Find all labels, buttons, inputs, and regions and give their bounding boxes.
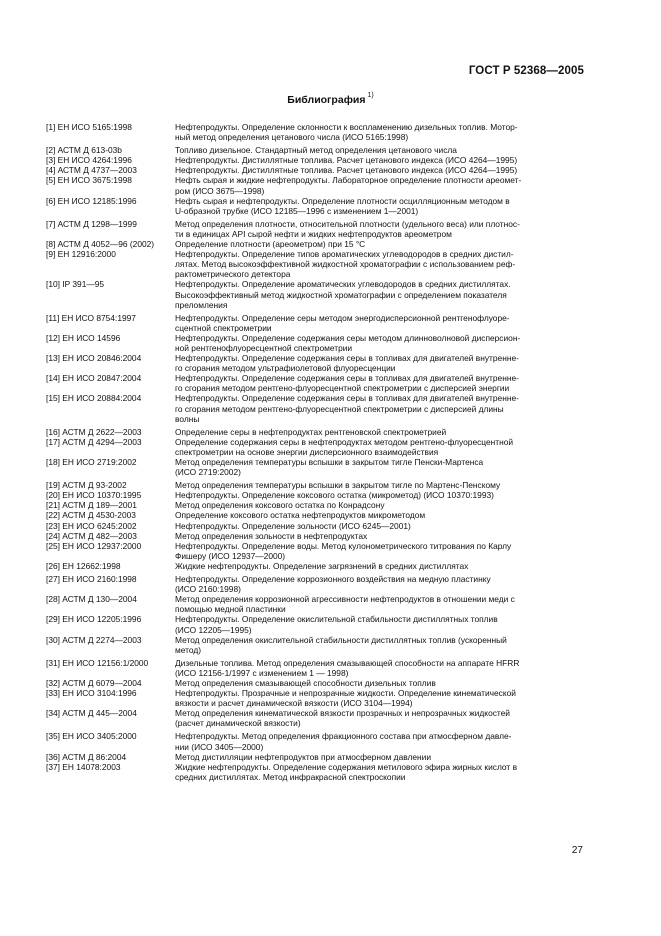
reference-id: [18] ЕН ИСО 2719:2002 — [46, 457, 137, 467]
reference-description: Нефтепродукты. Определение содержания серы в топливах для двигателей внутренне- го сгорания методом рентгено-флуоресцентной спектрометрии с дисперсией длины волны — [175, 393, 519, 424]
reference-id: [11] ЕН ИСО 8754:1997 — [46, 312, 136, 323]
bibliography-entry — [46, 731, 584, 751]
reference-id: [27] ЕН ИСО 2160:1998 — [46, 574, 137, 585]
title-text: Библиография — [287, 94, 366, 106]
title-footnote-mark: 1) — [367, 92, 374, 99]
reference-description: Нефть сырая и нефтепродукты. Определение плотности осцилляционным методом в U-образной трубке (ИСО 12185—1996 с изменением 1—2001) — [175, 195, 510, 216]
reference-description: Топливо дизельное. Стандартный метод определения цетанового числа — [175, 145, 457, 156]
reference-id: [3] ЕН ИСО 4264:1996 — [46, 155, 132, 166]
reference-id: [17] АСТМ Д 4294—2003 — [46, 436, 142, 447]
bibliography-entry — [46, 249, 584, 279]
bibliography-entry — [46, 678, 584, 688]
bibliography-entry — [46, 541, 584, 561]
reference-id: [7] АСТМ Д 1298—1999 — [46, 218, 137, 229]
reference-description: Определение содержания серы в нефтепродуктах методом рентгено-флуоресцентной спектрометрии на основе энергии дисперсионного взаимодействия — [175, 436, 514, 457]
bibliography-entry — [46, 175, 584, 195]
reference-description: Нефтепродукты. Определение склонности к воспламенению дизельных топлив. Мотор- ный метод определения цетанового числа (ИСО 5165:1998) — [175, 122, 518, 143]
bibliography-entry — [46, 196, 584, 216]
reference-description: Нефть сырая и жидкие нефтепродукты. Лабораторное определение плотности ареомет- ром (ИСО 3675—1998) — [175, 175, 522, 196]
bibliography-entry — [46, 219, 584, 239]
bibliography-entry — [46, 427, 584, 437]
bibliography-entry — [46, 155, 584, 165]
reference-description: Нефтепродукты. Метод определения фракционного состава при атмосферном давле- нии (ИСО 3405—2000) — [175, 731, 512, 752]
reference-id: [16] АСТМ Д 2622—2003 — [46, 426, 142, 437]
reference-id: [4] АСТМ Д 4737—2003 — [46, 165, 137, 176]
reference-id: [19] АСТМ Д 93-2002 — [46, 480, 127, 491]
reference-description: Метод определения смазывающей способности дизельных топлив — [175, 677, 436, 688]
reference-description: Нефтепродукты. Прозрачные и непрозрачные жидкости. Определение кинематической вязкости и расчет динамической вязкости (ИСО 3104—1994) — [175, 688, 516, 709]
reference-id: [12] ЕН ИСО 14596 — [46, 332, 121, 343]
reference-id: [33] ЕН ИСО 3104:1996 — [46, 688, 137, 699]
reference-description: Жидкие нефтепродукты. Определение содержания метилового эфира жирных кислот в средних дистиллятах. Метод инфракрасной спектроскопии — [175, 761, 518, 782]
bibliography-entry — [46, 313, 584, 333]
bibliography-entry — [46, 333, 584, 353]
bibliography-entry — [46, 437, 584, 457]
reference-id: [30] АСТМ Д 2274—2003 — [46, 634, 142, 645]
bibliography-entry — [46, 353, 584, 373]
reference-description: Дизельные топлива. Метод определения смазывающей способности на аппарате HFRR (ИСО 12156-1/1997 с изменением 1 — 1998) — [175, 657, 520, 678]
bibliography-entry — [46, 574, 584, 594]
reference-description: Метод определения кинематической вязкости прозрачных и непрозрачных жидкостей (расчет динамической вязкости) — [175, 708, 510, 729]
reference-description: Метод определения плотности, относительной плотности (удельного веса) или плотнос- ти в единицах API сырой нефти и жидких нефтепродуктов ареометром — [175, 218, 520, 239]
reference-id: [31] ЕН ИСО 12156:1/2000 — [46, 657, 149, 668]
reference-id: [1] ЕН ИСО 5165:1998 — [46, 122, 132, 132]
bibliography-entry — [46, 635, 584, 655]
reference-description: Определение серы в нефтепродуктах рентгеновской спектрометрией — [175, 426, 447, 437]
reference-id: [26] ЕН 12662:1998 — [46, 560, 121, 571]
reference-id: [37] ЕН 14078:2003 — [46, 761, 121, 772]
bibliography-entry — [46, 122, 584, 142]
reference-description: Нефтепродукты. Определение коррозионного воздействия на медную пластинку (ИСО 2160:1998) — [175, 574, 491, 595]
reference-id: [9] ЕН 12916:2000 — [46, 249, 116, 260]
bibliography-entry — [46, 279, 584, 309]
reference-description: Жидкие нефтепродукты. Определение загрязнений в средних дистиллятах — [175, 560, 469, 571]
reference-id: [22] АСТМ Д 4530-2003 — [46, 510, 136, 521]
bibliography-entry — [46, 521, 584, 531]
reference-id: [14] ЕН ИСО 20847:2004 — [46, 373, 142, 384]
bibliography-entry — [46, 393, 584, 423]
bibliography-entry — [46, 457, 584, 477]
bibliography-list — [46, 122, 584, 782]
reference-id: [15] ЕН ИСО 20884:2004 — [46, 393, 142, 404]
reference-description: Нефтепродукты. Определение ароматических углеводородов в средних дистиллятах. Высокоэффективный метод жидкостной хроматографии с определением показателя преломления — [175, 279, 511, 310]
bibliography-entry — [46, 373, 584, 393]
reference-id: [34] АСТМ Д 445—2004 — [46, 708, 137, 719]
reference-id: [35] ЕН ИСО 3405:2000 — [46, 731, 137, 742]
reference-description: Нефтепродукты. Определение содержания серы методом длинноволновой дисперсион- ной рентгенофлуоресцентной спектрометрии — [175, 332, 521, 353]
reference-description: Определение коксового остатка нефтепродуктов микрометодом — [175, 510, 426, 521]
reference-description: Нефтепродукты. Определение типов ароматических углеводородов в средних дистил- лятах. Метод высокоэффективной жидкостной хроматографии с использованием реф- рактометрического детектора — [175, 249, 516, 280]
reference-description: Нефтепродукты. Дистиллятные топлива. Расчет цетанового индекса (ИСО 4264—1995) — [175, 155, 518, 166]
reference-description: Метод определения температуры вспышки в закрытом тигле Пенски-Мартенса (ИСО 2719:2002) — [175, 457, 484, 478]
page-title — [0, 94, 661, 106]
reference-description: Нефтепродукты. Определение содержания серы в топливах для двигателей внутренне- го сгорания методом ультрафиолетовой флуоресценции — [175, 353, 519, 374]
bibliography-entry — [46, 531, 584, 541]
bibliography-entry — [46, 239, 584, 249]
reference-id: [13] ЕН ИСО 20846:2004 — [46, 353, 142, 364]
bibliography-entry — [46, 762, 584, 782]
bibliography-entry — [46, 594, 584, 614]
reference-description: Метод определения зольности в нефтепродуктах — [175, 530, 368, 541]
reference-description: Метод определения окислительной стабильности дистиллятных топлив (ускоренный метод) — [175, 634, 507, 655]
reference-description: Определение плотности (ареометром) при 15 °С — [175, 239, 366, 250]
bibliography-entry — [46, 490, 584, 500]
reference-id: [2] АСТМ Д 613-03b — [46, 145, 122, 156]
bibliography-entry — [46, 165, 584, 175]
page-number: 27 — [571, 845, 583, 856]
bibliography-entry — [46, 688, 584, 708]
reference-id: [5] ЕН ИСО 3675:1998 — [46, 175, 132, 186]
reference-id: [36] АСТМ Д 86:2004 — [46, 751, 127, 762]
reference-description: Метод определения коксового остатка по Конрадсону — [175, 500, 385, 511]
reference-id: [28] АСТМ Д 130—2004 — [46, 594, 137, 605]
reference-id: [8] АСТМ Д 4052—96 (2002) — [46, 239, 155, 250]
reference-description: Нефтепродукты. Определение серы методом энергодисперсионной рентгенофлуоре- сцентной спектрометрии — [175, 312, 510, 333]
reference-description: Метод определения температуры вспышки в закрытом тигле по Мартенс-Пенскому — [175, 480, 501, 491]
reference-id: [25] ЕН ИСО 12937:2000 — [46, 540, 142, 551]
bibliography-entry — [46, 658, 584, 678]
reference-description: Нефтепродукты. Дистиллятные топлива. Расчет цетанового индекса (ИСО 4264—1995) — [175, 165, 518, 176]
reference-description: Метод определения коррозионной агрессивности нефтепродуктов в отношении меди с помощью медной пластинки — [175, 594, 515, 615]
reference-description: Метод дистилляции нефтепродуктов при атмосферном давлении — [175, 751, 432, 762]
reference-id: [10] IP 391—95 — [46, 279, 105, 290]
bibliography-entry — [46, 708, 584, 728]
bibliography-entry — [46, 561, 584, 571]
bibliography-entry — [46, 145, 584, 155]
reference-id: [24] АСТМ Д 482—2003 — [46, 530, 137, 541]
reference-description: Нефтепродукты. Определение коксового остатка (микрометод) (ИСО 10370:1993) — [175, 490, 494, 501]
reference-description: Нефтепродукты. Определение окислительной стабильности дистиллятных топлив (ИСО 12205—1995) — [175, 614, 498, 635]
reference-id: [20] ЕН ИСО 10370:1995 — [46, 490, 142, 501]
bibliography-entry — [46, 500, 584, 510]
reference-id: [23] ЕН ИСО 6245:2002 — [46, 520, 137, 531]
reference-description: Нефтепродукты. Определение зольности (ИСО 6245—2001) — [175, 520, 411, 531]
reference-id: [6] ЕН ИСО 12185:1996 — [46, 195, 137, 206]
reference-description: Нефтепродукты. Определение воды. Метод кулонометрического титрования по Карлу Фишеру (ИСО 12937—2000) — [175, 540, 512, 561]
bibliography-entry — [46, 510, 584, 520]
bibliography-entry — [46, 614, 584, 634]
reference-id: [29] ЕН ИСО 12205:1996 — [46, 614, 142, 625]
reference-id: [32] АСТМ Д 6079—2004 — [46, 677, 142, 688]
reference-id: [21] АСТМ Д 189—2001 — [46, 500, 137, 511]
reference-description: Нефтепродукты. Определение содержания серы в топливах для двигателей внутренне- го сгорания методом рентгено-флуоресцентной спектрометрии с дисперсией энергии — [175, 373, 519, 394]
bibliography-entry — [46, 480, 584, 490]
standard-id: ГОСТ Р 52368—2005 — [468, 65, 584, 77]
bibliography-entry — [46, 752, 584, 762]
